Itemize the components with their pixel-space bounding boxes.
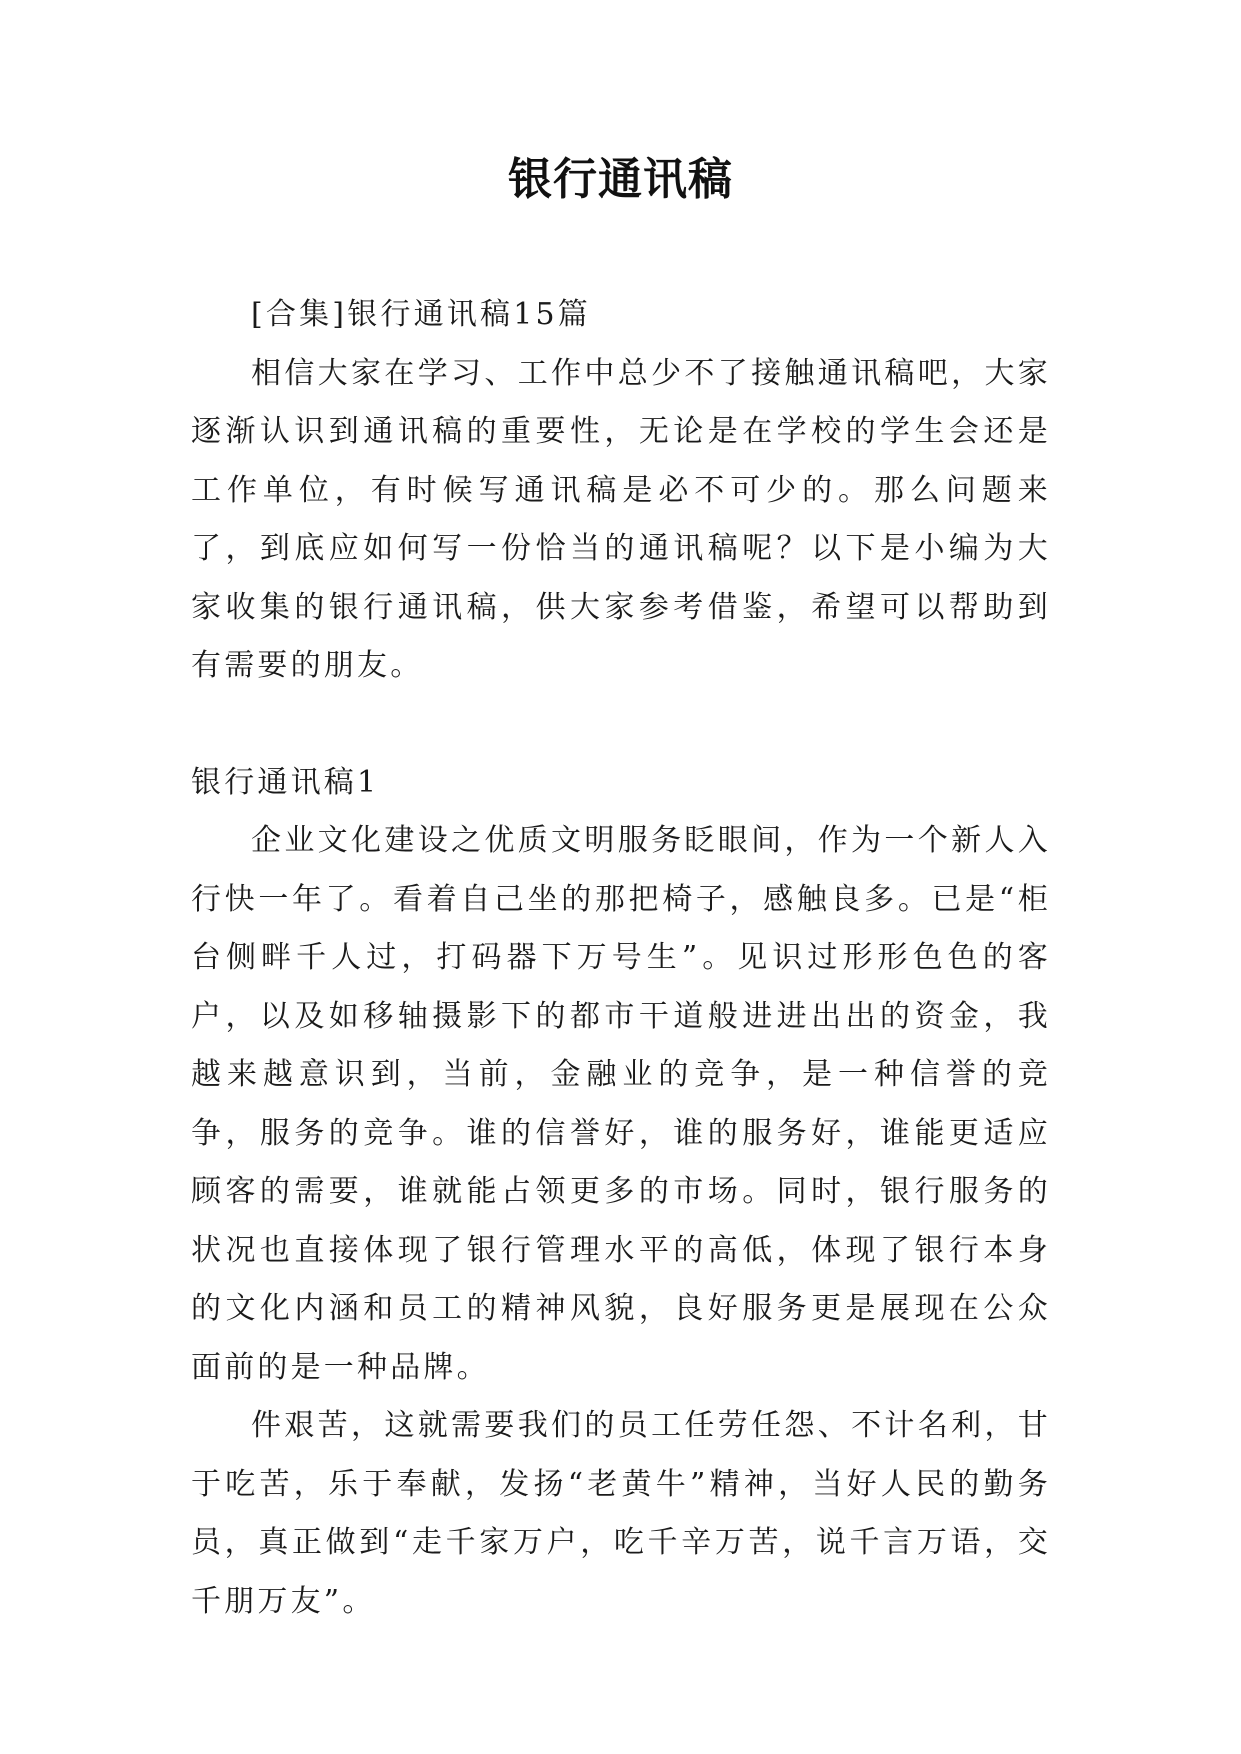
document-title: 银行通讯稿 xyxy=(508,154,733,205)
intro-paragraph: 相信大家在学习、工作中总少不了接触通讯稿吧，大家逐渐认识到通讯稿的重要性，无论是在学校的学生会还是工作单位，有时候写通讯稿是必不可少的。那么问题来了，到底应如何写一份恰当的通讯稿呢？以下是小编为大家收集的银行通讯稿，供大家参考借鉴，希望可以帮助到有需要的朋友。 xyxy=(191,355,1051,683)
document-body xyxy=(191,286,1051,1631)
body-paragraph: 企业文化建设之优质文明服务眨眼间，作为一个新人入行快一年了。看着自己坐的那把椅子，感触良多。已是“柜台侧畔千人过，打码器下万号生”。见识过形形色色的客户，以及如移轴摄影下的都市干道般进进出出的资金，我越来越意识到，当前，金融业的竞争，是一种信誉的竞争，服务的竞争。谁的信誉好，谁的服务好，谁能更适应顾客的需要，谁就能占领更多的市场。同时，银行服务的状况也直接体现了银行管理水平的高低，体现了银行本身的文化内涵和员工的精神风貌，良好服务更是展现在公众面前的是一种品牌。 xyxy=(191,823,1051,1385)
paragraph-spacer xyxy=(191,696,1051,754)
section-heading: 银行通讯稿1 xyxy=(191,764,380,800)
document-subtitle: [合集]银行通讯稿15篇 xyxy=(251,297,591,332)
body-paragraph: 件艰苦，这就需要我们的员工任劳任怨、不计名利，甘于吃苦，乐于奉献，发扬“老黄牛”精神，当好人民的勤务员，真正做到“走千家万户，吃千辛万苦，说千言万语，交千朋万友”。 xyxy=(191,1408,1051,1619)
